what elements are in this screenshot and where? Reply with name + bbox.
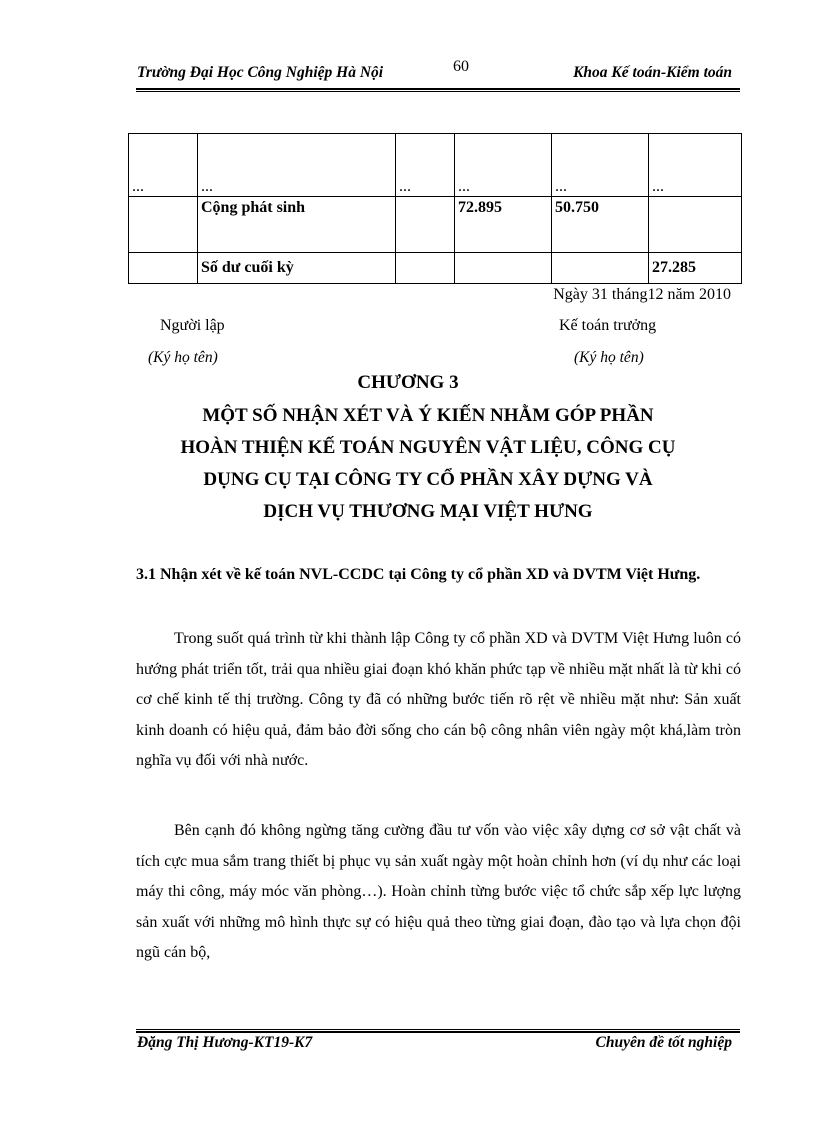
footer-author: Đặng Thị Hương-KT19-K7 [137, 1034, 313, 1051]
ledger-table [128, 133, 742, 284]
table-cell-label: Số dư cuối kỳ [198, 253, 396, 284]
table-cell-debit: 72.895 [455, 197, 552, 253]
table-cell [396, 253, 455, 284]
chapter-title [120, 400, 736, 528]
table-cell: ... [649, 134, 742, 197]
header-school-name: Trường Đại Học Công Nghiệp Hà Nội [137, 64, 384, 81]
page-number: 60 [453, 58, 469, 75]
section-heading: 3.1 Nhận xét về kế toán NVL-CCDC tại Công ty cổ phần XD và DVTM Việt Hưng. [136, 566, 701, 583]
table-cell [129, 197, 198, 253]
table-cell [129, 253, 198, 284]
preparer-sign-note: (Ký họ tên) [148, 349, 218, 366]
table-cell [552, 253, 649, 284]
header-faculty-name: Khoa Kế toán-Kiểm toán [573, 64, 732, 81]
table-cell-label: Cộng phát sinh [198, 197, 396, 253]
body-paragraph: Trong suốt quá trình từ khi thành lập Công ty cổ phần XD và DVTM Việt Hưng luôn có hướng phát triển tốt, trải qua nhiều giai đoạn khó khăn phức tạp về nhiều mặt nhất là từ khi có cơ chế kinh tế thị trường. Công ty đã có những bước tiến rõ rệt về nhiều mặt như: Sản xuất kinh doanh có hiệu quả, đảm bảo đời sống cho cán bộ công nhân viên ngày một khá,làm tròn nghĩa vụ đối với nhà nước. [136, 630, 741, 769]
table-cell [455, 253, 552, 284]
table-row-balance [129, 253, 742, 284]
table-cell: ... [552, 134, 649, 197]
chapter-title-line: DỊCH VỤ THƯƠNG MẠI VIỆT HƯNG [263, 501, 593, 522]
body-paragraph: Bên cạnh đó không ngừng tăng cường đầu tư vốn vào việc xây dựng cơ sở vật chất và tích cực mua sắm trang thiết bị phục vụ sản xuất ngày một hoàn chỉnh hơn (ví dụ như các loại máy thi công, máy móc văn phòng…). Hoàn chỉnh từng bước việc tổ chức sắp xếp lực lượng sản xuất với những mô hình thực sự có hiệu quả theo từng giai đoạn, đào tạo và lựa chọn đội ngũ cán bộ, [136, 822, 741, 961]
chief-accountant-title: Kế toán trưởng [559, 317, 657, 334]
signature-date: Ngày 31 tháng12 năm 2010 [553, 286, 731, 303]
table-row [129, 134, 742, 197]
table-row-total [129, 197, 742, 253]
table-cell: ... [129, 134, 198, 197]
table-cell [396, 197, 455, 253]
preparer-title: Người lập [160, 317, 225, 334]
table-cell-ending-balance: 27.285 [649, 253, 742, 284]
chapter-title-line: MỘT SỐ NHẬN XÉT VÀ Ý KIẾN NHẰM GÓP PHẦN [202, 405, 654, 426]
chapter-title-line: HOÀN THIỆN KẾ TOÁN NGUYÊN VẬT LIỆU, CÔNG CỤ [180, 437, 676, 458]
table-cell [649, 197, 742, 253]
header-divider [136, 88, 740, 92]
footer-document-type: Chuyên đề tốt nghiệp [595, 1034, 732, 1051]
table-cell-credit: 50.750 [552, 197, 649, 253]
chapter-title-line: DỤNG CỤ TẠI CÔNG TY CỔ PHẦN XÂY DỰNG VÀ [203, 469, 653, 490]
table-cell: ... [198, 134, 396, 197]
table-cell: ... [455, 134, 552, 197]
table-cell: ... [396, 134, 455, 197]
chapter-label: CHƯƠNG 3 [357, 372, 459, 393]
footer-divider [136, 1029, 740, 1033]
chief-accountant-sign-note: (Ký họ tên) [574, 349, 644, 366]
